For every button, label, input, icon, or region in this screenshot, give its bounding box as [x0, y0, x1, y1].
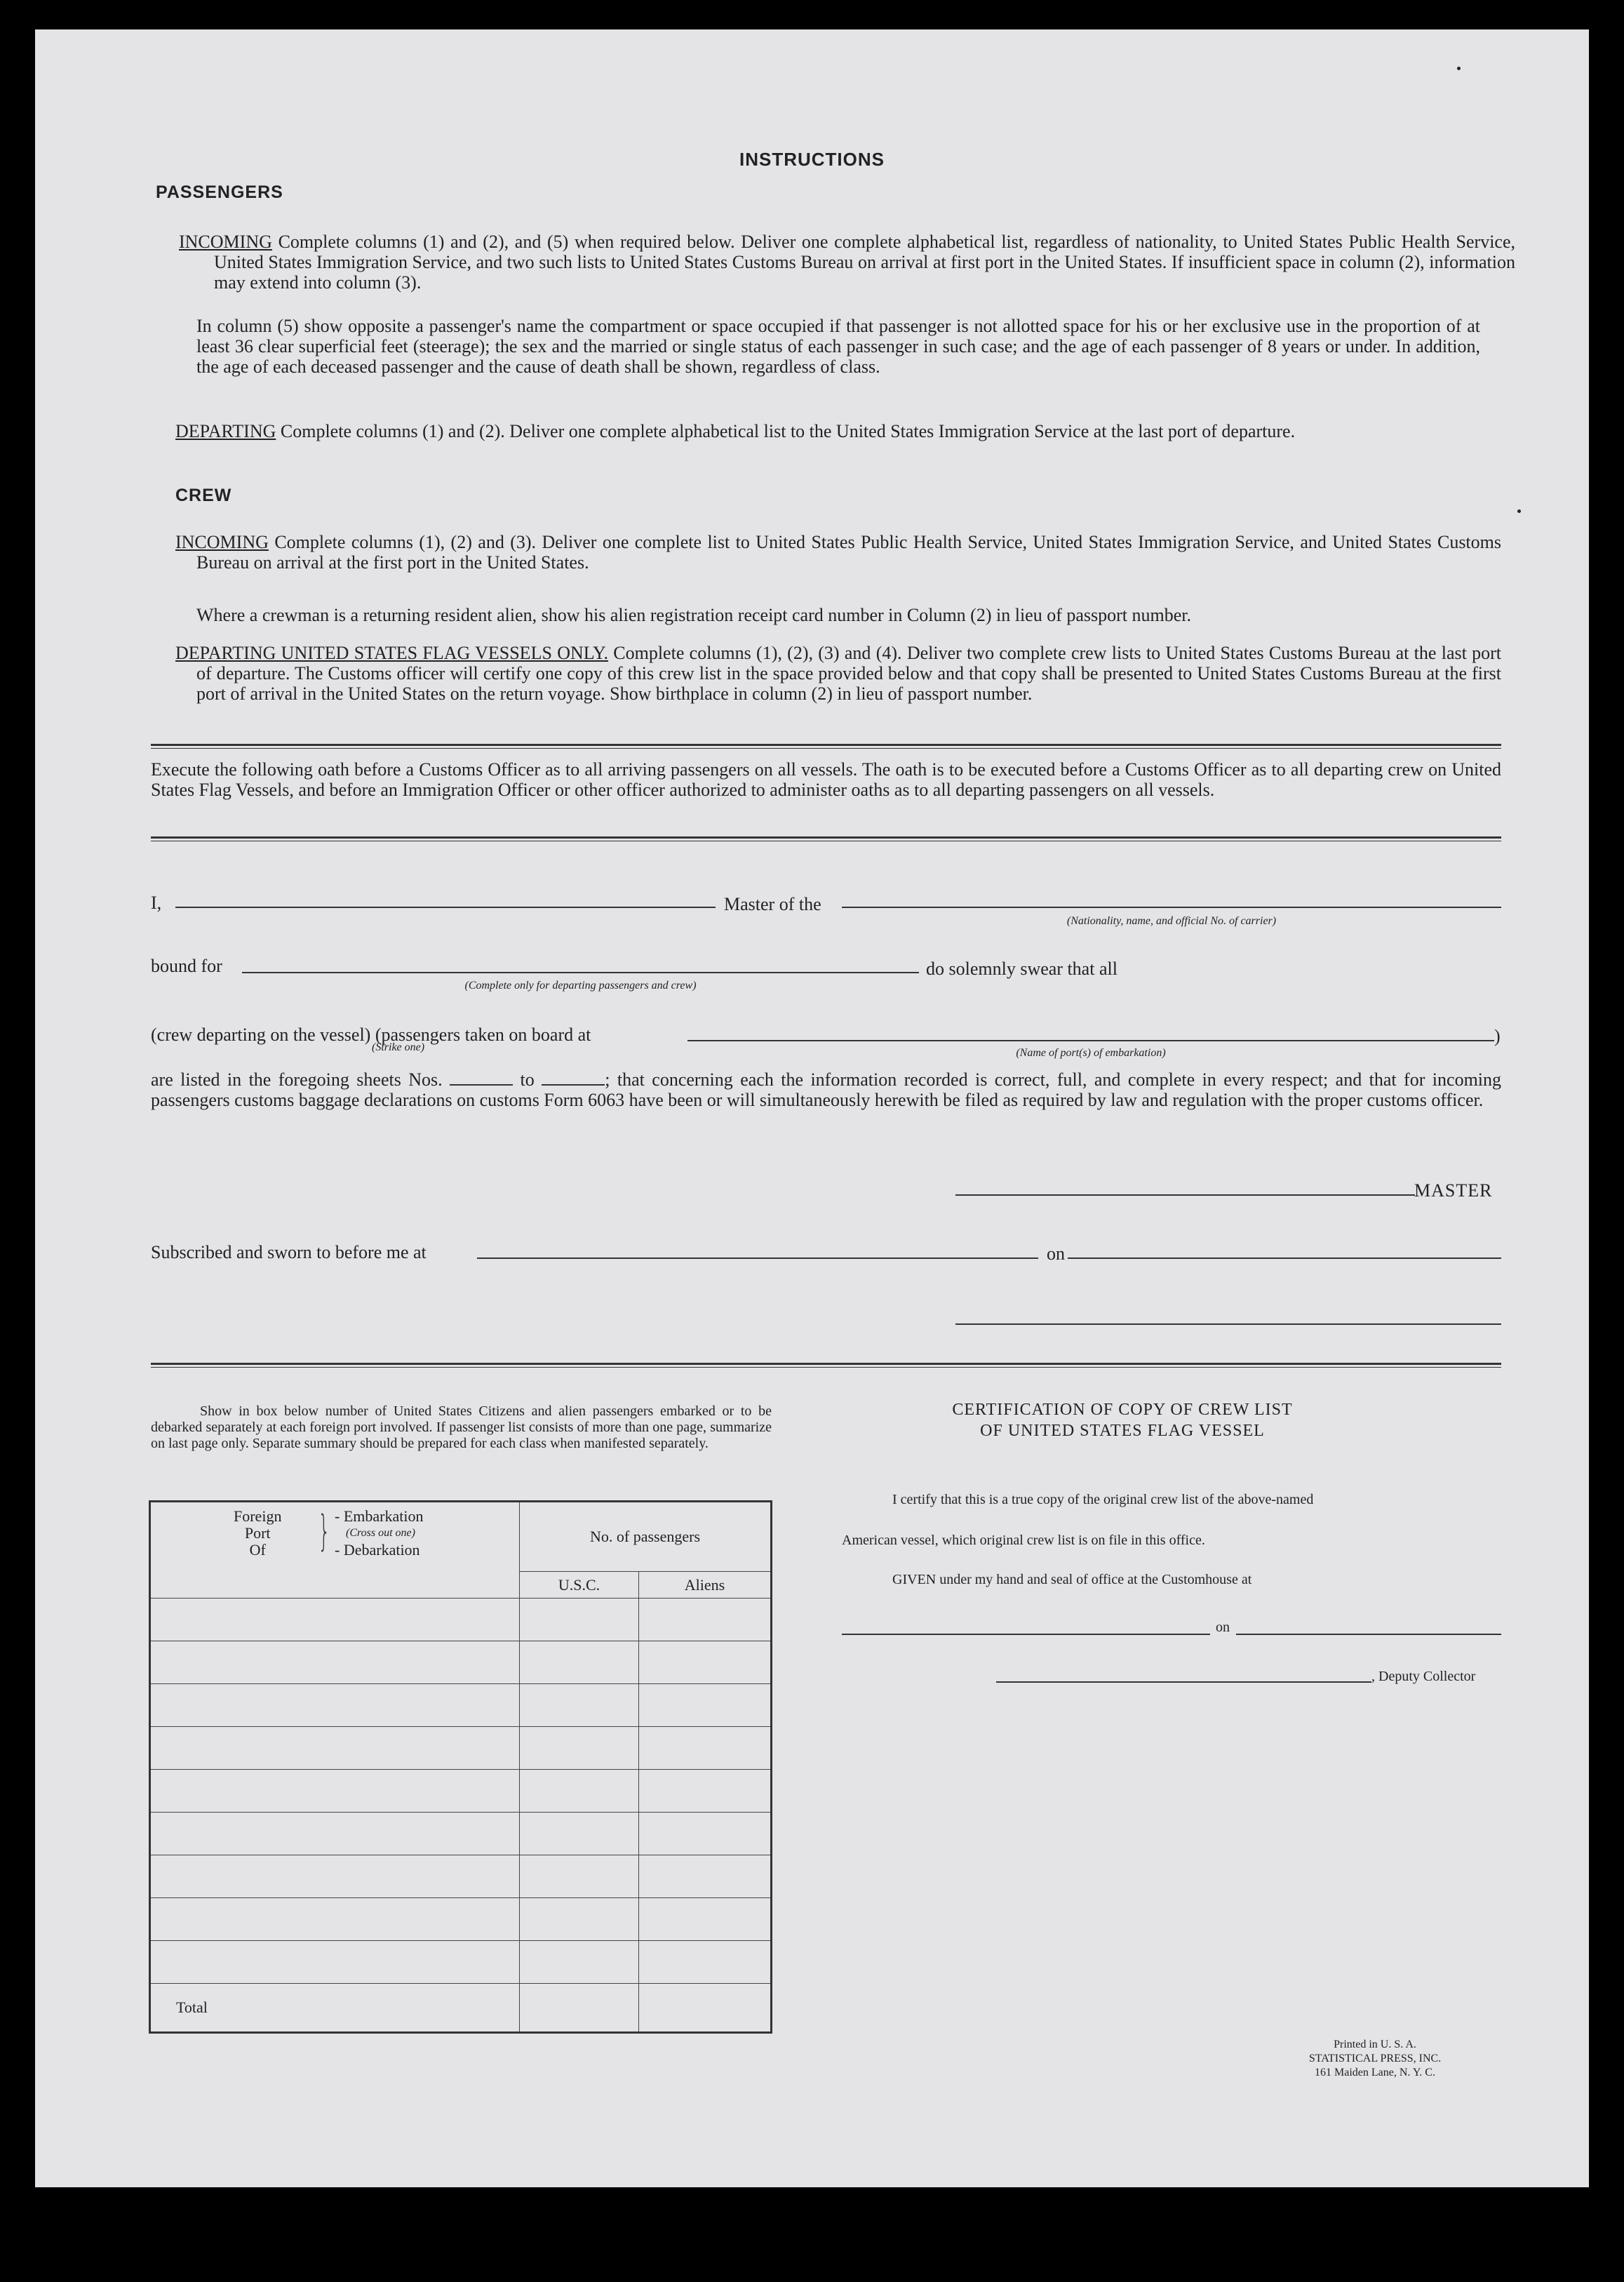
- port-cell[interactable]: [150, 1941, 520, 1984]
- speck: [1457, 67, 1461, 70]
- port-cell[interactable]: [150, 1641, 520, 1684]
- carrier-field[interactable]: [842, 907, 1501, 908]
- crew-departing-paragraph: [175, 643, 1501, 704]
- usc-header: U.S.C.: [520, 1572, 639, 1599]
- printer-line-3: 161 Maiden Lane, N. Y. C.: [1315, 2067, 1435, 2079]
- no-passengers-header: No. of passengers: [520, 1502, 772, 1572]
- usc-cell[interactable]: [520, 1941, 639, 1984]
- swear-label: do solemnly swear that all: [926, 959, 1118, 979]
- port-cell[interactable]: [150, 1599, 520, 1641]
- sheets-to: to: [520, 1069, 535, 1090]
- usc-cell[interactable]: [520, 1641, 639, 1684]
- bound-for-caption: (Complete only for departing passengers and crew): [464, 980, 697, 992]
- crew-heading: CREW: [175, 486, 232, 505]
- usc-cell[interactable]: [520, 1813, 639, 1855]
- aliens-cell[interactable]: [639, 1770, 772, 1813]
- port-header-cell: [150, 1502, 520, 1599]
- deputy-collector-signature-field[interactable]: [996, 1681, 1371, 1683]
- total-usc-cell[interactable]: [520, 1984, 639, 2033]
- certify-line-3: GIVEN under my hand and seal of office at the Customhouse at: [892, 1572, 1252, 1587]
- certify-date-field[interactable]: [1236, 1634, 1501, 1635]
- passengers-column5-paragraph: In column (5) show opposite a passenger's name the compartment or space occupied if that passenger is not allotted space for his or her exclusive use in the proportion of at least 36 clear superficial feet (steerage); the sex and the married or single status of each passenger in such case; and the age of each passenger of 8 years or under. In addition, the age of each deceased passenger and the cause of death shall be shown, regardless of class.: [196, 316, 1480, 377]
- paragraph-text: Complete columns (1) and (2), and (5) when required below. Deliver one complete alphabetical list, regardless of nationality, to United States Public Health Service, United States Immigration Service, and two such lists to United States Customs Bureau on arrival at first port in the United States. If insufficient space in column (2), information may extend into column (3).: [214, 232, 1516, 293]
- certification-title: [842, 1399, 1403, 1441]
- aliens-cell[interactable]: [639, 1684, 772, 1727]
- certification-title-line-1: CERTIFICATION OF COPY OF CREW LIST: [952, 1401, 1293, 1419]
- passenger-summary-table: [149, 1500, 772, 2034]
- debarkation-label: - Debarkation: [335, 1541, 420, 1559]
- aliens-cell[interactable]: [639, 1813, 772, 1855]
- col-port: Port: [244, 1524, 271, 1542]
- sworn-place-field[interactable]: [477, 1257, 1038, 1259]
- sworn-date-field[interactable]: [1068, 1257, 1501, 1259]
- total-aliens-cell[interactable]: [639, 1984, 772, 2033]
- oath-intro: Execute the following oath before a Customs Officer as to all arriving passengers on all vessels. The oath is to be executed before a Customs Officer as to all departing crew on United States Flag Vessels, and before an Immigration Officer or other officer authorized to administer oaths as to all departing passengers on all vessels.: [151, 759, 1501, 800]
- paragraph-text: Complete columns (1), (2), (3) and (4). Deliver two complete crew lists to United States Customs Bureau at the last port of departure. The Customs officer will certify one copy of this crew list in the space provided below and that copy shall be presented to United States Customs Bureau at the first port of arrival in the United States on the return voyage. Show birthplace in column (2) in lieu of passport number.: [196, 643, 1501, 704]
- passengers-incoming-paragraph: [179, 232, 1515, 293]
- strike-one-caption: (Strike one): [372, 1041, 425, 1053]
- incoming-label: INCOMING: [179, 232, 272, 252]
- usc-cell[interactable]: [520, 1727, 639, 1770]
- sheets-paragraph: [151, 1069, 1501, 1110]
- port-cell[interactable]: [150, 1898, 520, 1941]
- bound-for-label: bound for: [151, 956, 222, 976]
- col-foreign: Foreign: [234, 1507, 282, 1525]
- printer-line-1: Printed in U. S. A.: [1334, 2039, 1416, 2050]
- port-cell[interactable]: [150, 1684, 520, 1727]
- aliens-cell[interactable]: [639, 1599, 772, 1641]
- master-name-field[interactable]: [175, 907, 716, 908]
- port-cell[interactable]: [150, 1855, 520, 1898]
- crew-incoming-paragraph: [175, 532, 1501, 573]
- certify-line-1: I certify that this is a true copy of the original crew list of the above-named: [892, 1492, 1314, 1507]
- usc-cell[interactable]: [520, 1684, 639, 1727]
- divider: [151, 1363, 1501, 1368]
- subscribed-label: Subscribed and sworn to before me at: [151, 1242, 427, 1262]
- master-of-label: Master of the: [724, 894, 821, 914]
- instructions-title: INSTRUCTIONS: [739, 149, 885, 170]
- aliens-cell[interactable]: [639, 1898, 772, 1941]
- aliens-cell[interactable]: [639, 1855, 772, 1898]
- form-page: [35, 29, 1589, 2187]
- port-cell[interactable]: [150, 1770, 520, 1813]
- embarkation-label: - Embarkation: [335, 1507, 424, 1525]
- incoming-label: INCOMING: [175, 532, 269, 552]
- paragraph-text: Complete columns (1) and (2). Deliver one complete alphabetical list to the United States Immigration Service at the last port of departure.: [280, 421, 1296, 441]
- sheet-from-field[interactable]: [450, 1070, 513, 1086]
- officer-signature-field[interactable]: [955, 1323, 1501, 1325]
- close-paren: ): [1494, 1026, 1501, 1046]
- divider: [151, 744, 1501, 749]
- bound-for-field[interactable]: [242, 972, 919, 973]
- carrier-caption: (Nationality, name, and official No. of carrier): [1066, 915, 1277, 927]
- total-label: Total: [150, 1984, 520, 2033]
- certify-line-2: American vessel, which original crew list is on file in this office.: [842, 1533, 1205, 1548]
- departing-flag-vessels-label: DEPARTING UNITED STATES FLAG VESSELS ONLY.: [175, 643, 608, 663]
- paragraph-text: Complete columns (1), (2) and (3). Deliver one complete list to United States Public Health Service, United States Immigration Service, and United States Customs Bureau on arrival at the first port in the United States.: [196, 532, 1502, 573]
- usc-cell[interactable]: [520, 1599, 639, 1641]
- sheets-prefix: are listed in the foregoing sheets Nos.: [151, 1069, 443, 1090]
- deputy-collector-label: , Deputy Collector: [1371, 1669, 1476, 1684]
- aliens-cell[interactable]: [639, 1727, 772, 1770]
- certify-on-label: on: [1216, 1620, 1230, 1635]
- master-signature-field[interactable]: [955, 1194, 1415, 1196]
- crew-departing-label: (crew departing on the vessel) (passengers taken on board at: [151, 1025, 591, 1045]
- embarkation-ports-field[interactable]: [687, 1040, 1494, 1041]
- printer-line-2: STATISTICAL PRESS, INC.: [1308, 2053, 1442, 2064]
- passengers-departing-paragraph: [175, 421, 1501, 441]
- brace: }: [318, 1507, 330, 1556]
- usc-cell[interactable]: [520, 1898, 639, 1941]
- col-of: Of: [249, 1541, 266, 1559]
- crew-resident-alien-paragraph: Where a crewman is a returning resident alien, show his alien registration receipt card number in Column (2) in lieu of passport number.: [196, 605, 1192, 625]
- printer-imprint: [1214, 2038, 1536, 2080]
- port-cell[interactable]: [150, 1727, 520, 1770]
- aliens-cell[interactable]: [639, 1941, 772, 1984]
- sworn-on-label: on: [1047, 1243, 1065, 1264]
- port-cell[interactable]: [150, 1813, 520, 1855]
- master-label: MASTER: [1414, 1180, 1493, 1201]
- passengers-heading: PASSENGERS: [156, 182, 283, 202]
- sheet-to-field[interactable]: [542, 1070, 605, 1086]
- sheets-suffix: ; that concerning each the information recorded is correct, full, and complete in every respect; and that for incoming passengers customs baggage declarations on customs Form 6063 have been or will simultaneously herewith be filed as required by law and regulation with the proper customs officer.: [151, 1069, 1502, 1110]
- certification-title-line-2: OF UNITED STATES FLAG VESSEL: [980, 1422, 1265, 1440]
- ports-caption: (Name of port(s) of embarkation): [1016, 1047, 1166, 1059]
- departing-label: DEPARTING: [175, 421, 276, 441]
- usc-cell[interactable]: [520, 1770, 639, 1813]
- customhouse-field[interactable]: [842, 1634, 1210, 1635]
- usc-cell[interactable]: [520, 1855, 639, 1898]
- i-label: I,: [151, 893, 162, 913]
- summary-note: Show in box below number of United States Citizens and alien passengers embarked or to be debarked separately at each foreign port involved. If passenger list consists of more than one page, summarize on last page only. Separate summary should be prepared for each class when manifested separately.: [151, 1403, 772, 1451]
- cross-out-caption: (Cross out one): [346, 1527, 415, 1539]
- aliens-header: Aliens: [639, 1572, 772, 1599]
- aliens-cell[interactable]: [639, 1641, 772, 1684]
- speck: [1517, 509, 1521, 513]
- divider: [151, 836, 1501, 841]
